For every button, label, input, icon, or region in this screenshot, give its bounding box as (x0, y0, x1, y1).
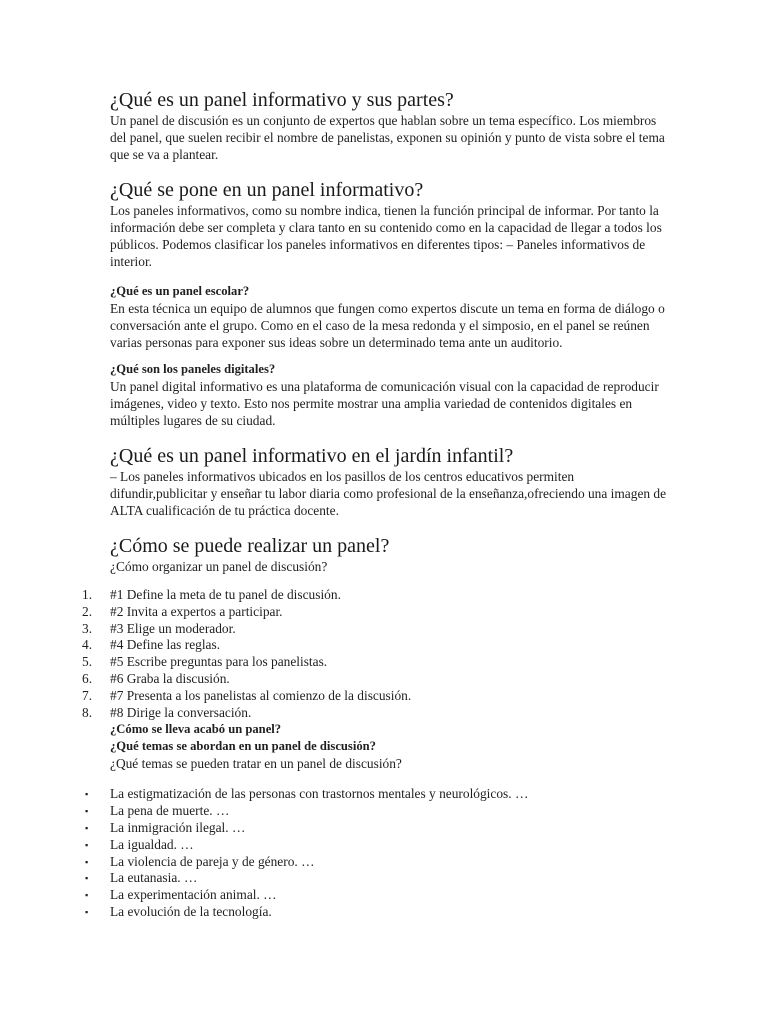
section-panel-informativo (110, 88, 670, 163)
list-item-text: #2 Invita a expertos a participar. (110, 603, 283, 619)
topics-list (85, 786, 670, 920)
subheading-temas-abordan: ¿Qué temas se abordan en un panel de discusión? (110, 739, 376, 754)
paragraph-temas-tratar: ¿Qué temas se pueden tratar en un panel de discusión? (110, 756, 402, 772)
list-item (85, 853, 670, 871)
steps-list-container (82, 587, 670, 721)
list-item-text: #6 Graba la discusión. (110, 670, 230, 686)
list-item (82, 603, 670, 621)
section-realizar-panel (110, 534, 670, 575)
list-number: 8. (82, 704, 93, 720)
bullet-icon: ▪ (85, 906, 89, 917)
paragraph-panel-informativo: Un panel de discusión es un conjunto de expertos que hablan sobre un tema específico. Los miembros del panel, que suelen recibir el nombre de panelistas, exponen su opinión y punto de vista sobre el tema que se va a plantear. (110, 113, 665, 162)
list-number: 7. (82, 687, 93, 703)
subheading-panel-escolar: ¿Qué es un panel escolar? (110, 284, 250, 298)
section-panel-escolar (110, 283, 670, 351)
heading-panel-informativo: ¿Qué es un panel informativo y sus partes? (110, 89, 454, 111)
list-item (82, 587, 670, 604)
list-item (82, 670, 670, 688)
list-item-text: La estigmatización de las personas con trastornos mentales y neurológicos. … (110, 786, 529, 802)
list-item (82, 704, 670, 722)
list-item-text: La pena de muerte. … (110, 803, 230, 819)
bullet-icon: ▪ (85, 873, 89, 884)
bullet-icon: ▪ (85, 806, 89, 817)
section-que-se-pone (110, 178, 670, 270)
list-item-text: La violencia de pareja y de género. … (110, 853, 315, 869)
paragraph-organizar-panel: ¿Cómo organizar un panel de discusión? (110, 559, 328, 574)
list-number: 6. (82, 670, 93, 686)
bullet-icon: ▪ (85, 856, 89, 867)
bullet-icon: ▪ (85, 890, 89, 901)
list-number: 4. (82, 637, 93, 653)
section-paneles-digitales (110, 361, 670, 429)
list-item (82, 637, 670, 654)
after-steps-block (110, 721, 670, 772)
subheading-como-se-lleva: ¿Cómo se lleva acabó un panel? (110, 722, 282, 737)
list-item (85, 819, 670, 837)
list-item-text: #5 Escribe preguntas para los panelistas. (110, 654, 328, 670)
subheading-paneles-digitales: ¿Qué son los paneles digitales? (110, 362, 276, 376)
list-item-text: #1 Define la meta de tu panel de discusión. (110, 587, 341, 602)
paragraph-panel-escolar: En esta técnica un equipo de alumnos que fungen como expertos discute un tema en forma de diálogo o conversación ante el grupo. Como en el caso de la mesa redonda y el simposio, en el panel se reúnen varias personas para exponer sus ideas sobre un determinado tema ante un auditorio. (110, 301, 665, 350)
list-item-text: La eutanasia. … (110, 870, 198, 886)
list-item (85, 903, 670, 921)
heading-que-se-pone: ¿Qué se pone en un panel informativo? (110, 179, 424, 201)
list-number: 3. (82, 620, 93, 636)
list-item (82, 687, 670, 705)
paragraph-paneles-digitales: Un panel digital informativo es una plataforma de comunicación visual con la capacidad de reproducir imágenes, video y texto. Esto nos permite mostrar una amplia variedad de contenidos digitales en múltiples lugares de su ciudad. (110, 379, 659, 428)
paragraph-que-se-pone: Los paneles informativos, como su nombre indica, tienen la función principal de informar. Por tanto la información debe ser completa y clara tanto en su contenido como en la capacidad de llegar a todos los públicos. Podemos clasificar los paneles informativos en diferentes tipos: – Paneles informativos de interior. (110, 203, 662, 269)
list-item (85, 887, 670, 904)
document-content (82, 88, 670, 921)
list-item-text: La experimentación animal. … (110, 887, 277, 903)
list-number: 1. (82, 587, 93, 602)
section-jardin-infantil (110, 444, 670, 519)
list-item (85, 870, 670, 887)
list-number: 2. (82, 603, 93, 619)
bullet-icon: ▪ (85, 822, 89, 833)
list-item-text: La igualdad. … (110, 836, 194, 852)
bullet-icon: ▪ (85, 839, 89, 850)
list-item-text: La evolución de la tecnología. (110, 903, 272, 919)
list-item (82, 620, 670, 638)
heading-jardin-infantil: ¿Qué es un panel informativo en el jardín infantil? (110, 445, 514, 467)
list-item-text: La inmigración ilegal. … (110, 819, 246, 835)
list-item-text: #7 Presenta a los panelistas al comienzo de la discusión. (110, 687, 412, 703)
paragraph-jardin-infantil: – Los paneles informativos ubicados en los pasillos de los centros educativos permiten difundir,publicitar y enseñar tu labor diaria como profesional de la enseñanza,ofreciendo una imagen de ALTA cualificación de tu práctica docente. (110, 469, 667, 518)
heading-realizar-panel: ¿Cómo se puede realizar un panel? (110, 535, 390, 557)
list-item-text: #4 Define las reglas. (110, 637, 221, 653)
list-item-text: #8 Dirige la conversación. (110, 704, 252, 720)
list-number: 5. (82, 654, 93, 670)
bullet-icon: ▪ (85, 789, 89, 800)
list-item (85, 803, 670, 820)
list-item (82, 654, 670, 671)
list-item-text: #3 Elige un moderador. (110, 620, 236, 636)
topics-list-container (85, 786, 670, 920)
list-item (85, 786, 670, 803)
list-item (85, 836, 670, 854)
steps-list (82, 587, 670, 721)
